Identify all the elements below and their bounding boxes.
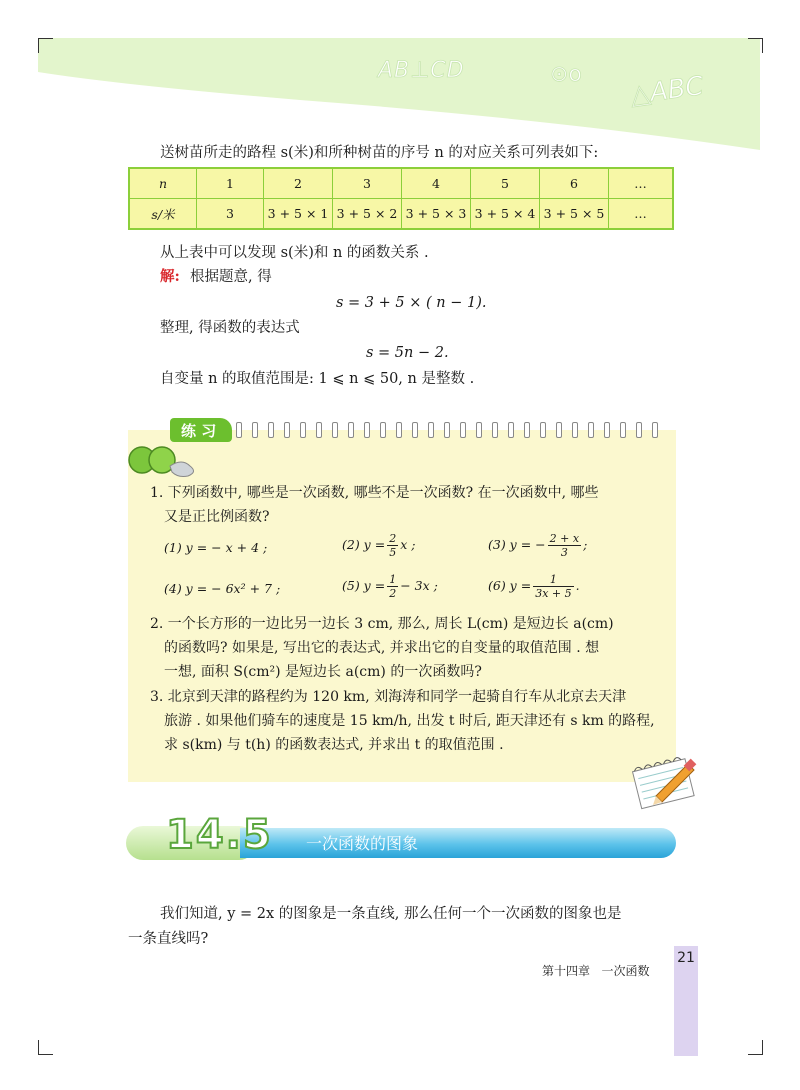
table-cell: 3 + 5 × 3	[402, 199, 471, 230]
practice-q3-line: 3. 北京到天津的路程约为 120 km, 刘海涛和同学一起骑自行车从北京去天津	[150, 689, 627, 705]
header-deco-triangle: △ABC	[628, 71, 706, 111]
table-cell: 3 + 5 × 4	[471, 199, 540, 230]
practice-q1-line: 1. 下列函数中, 哪些是一次函数, 哪些不是一次函数? 在一次函数中, 哪些	[150, 485, 599, 501]
body-line: 整理, 得函数的表达式	[160, 320, 300, 336]
closing-line: 一条直线吗?	[128, 931, 209, 947]
table-row	[129, 199, 673, 230]
equation: s = 5n − 2.	[366, 345, 449, 361]
header-deco-circle: ⊙o	[550, 62, 582, 87]
chapter-label: 第十四章 一次函数	[542, 964, 650, 978]
table-cell: 3	[197, 199, 264, 230]
table-cell: n	[129, 168, 197, 199]
practice-option: (5) y = $\frac{1}{2}$ − 3x ;	[342, 573, 438, 600]
crop-mark	[38, 1040, 53, 1055]
body-line: 自变量 n 的取值范围是: 1 ⩽ n ⩽ 50, n 是整数 .	[160, 371, 475, 387]
table-cell: 5	[471, 168, 540, 199]
table-cell: …	[609, 168, 674, 199]
table-cell: 3 + 5 × 2	[333, 199, 402, 230]
table-row	[129, 168, 673, 199]
practice-option: (1) y = − x + 4 ;	[164, 540, 268, 555]
section-title: 一次函数的图象	[306, 834, 419, 853]
notebook-pencil-icon	[626, 752, 706, 810]
solution-label: 解:	[160, 268, 180, 285]
crop-mark	[748, 38, 763, 53]
crop-mark	[748, 1040, 763, 1055]
table-cell: 3	[333, 168, 402, 199]
body-line: 根据题意, 得	[190, 269, 272, 285]
crop-mark	[38, 38, 53, 53]
practice-q2-line: 2. 一个长方形的一边比另一边长 3 cm, 那么, 周长 L(cm) 是短边长 a(cm)	[150, 616, 614, 632]
practice-q2-line: 一想, 面积 S(cm²) 是短边长 a(cm) 的一次函数吗?	[164, 664, 482, 680]
practice-option: (2) y = $\frac{2}{5}$ x ;	[342, 532, 416, 559]
table-cell: …	[609, 199, 674, 230]
practice-q2-line: 的函数吗? 如果是, 写出它的表达式, 并求出它的自变量的取值范围 . 想	[164, 640, 600, 656]
table-cell: 2	[264, 168, 333, 199]
equation: s = 3 + 5 × ( n − 1).	[336, 295, 487, 311]
correspondence-table	[128, 167, 674, 230]
table-cell: 3 + 5 × 5	[540, 199, 609, 230]
table-cell: 3 + 5 × 1	[264, 199, 333, 230]
practice-title: 练 习	[181, 422, 217, 440]
page-number: 21	[677, 950, 695, 966]
table-cell: 4	[402, 168, 471, 199]
practice-option: (3) y = − $\frac{2 + x}{3}$ ;	[488, 532, 588, 559]
header-deco-perp: AB⊥CD	[378, 58, 465, 83]
section-number: 14.5	[166, 812, 273, 858]
practice-q1-line: 又是正比例函数?	[164, 509, 270, 525]
practice-q3-line: 求 s(km) 与 t(h) 的函数表达式, 并求出 t 的取值范围 .	[164, 737, 504, 753]
closing-line: 我们知道, y = 2x 的图象是一条直线, 那么任何一个一次函数的图象也是	[160, 906, 622, 922]
practice-option: (4) y = − 6x² + 7 ;	[164, 581, 281, 596]
practice-q3-line: 旅游 . 如果他们骑车的速度是 15 km/h, 出发 t 时后, 距天津还有 s km 的路程,	[164, 713, 655, 729]
table-cell: 1	[197, 168, 264, 199]
intro-line: 送树苗所走的路程 s(米)和所种树苗的序号 n 的对应关系可列表如下:	[160, 145, 599, 161]
practice-option: (6) y = $\frac{1}{3x + 5}$ .	[488, 573, 580, 600]
table-cell: s/米	[129, 199, 197, 230]
table-cell: 6	[540, 168, 609, 199]
body-line: 从上表中可以发现 s(米)和 n 的函数关系 .	[160, 245, 429, 261]
